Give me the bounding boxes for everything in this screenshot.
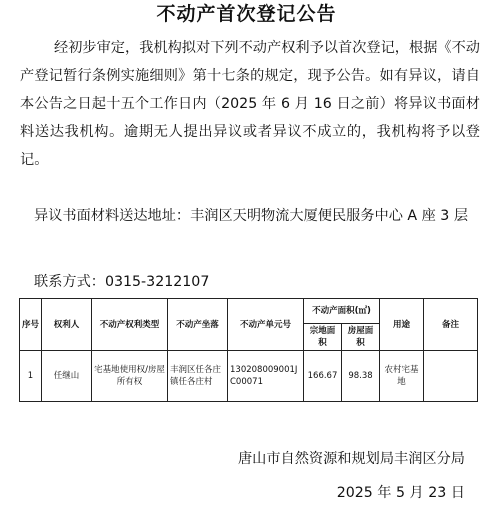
header-location: 不动产坐落 [168,299,228,351]
cell-seq: 1 [20,351,42,402]
table-row [20,351,478,402]
page-title: 不动产首次登记公告 [156,3,337,25]
property-table [19,298,478,402]
cell-location: 丰润区任各庄镇任各庄村 [168,351,228,402]
table-header-row [20,299,478,324]
cell-right-type: 宅基地使用权/房屋所有权 [92,351,168,402]
cell-land-area: 166.67 [304,351,342,402]
header-remark: 备注 [424,299,478,351]
header-right-type: 不动产权利类型 [92,299,168,351]
header-seq: 序号 [20,299,42,351]
cell-unit-no: 130208009001JC00071 [228,351,304,402]
header-unit-no: 不动产单元号 [228,299,304,351]
header-owner: 权利人 [42,299,92,351]
header-land-area: 宗地面积 [304,324,342,351]
issuer-signature: 唐山市自然资源和规划局丰润区分局 [237,451,465,467]
issue-date: 2025 年 5 月 23 日 [336,485,465,501]
cell-usage: 农村宅基地 [380,351,424,402]
header-usage: 用途 [380,299,424,351]
contact-info: 联系方式：0315-3212107 [34,274,210,290]
cell-house-area: 98.38 [342,351,380,402]
header-house-area: 房屋面积 [342,324,380,351]
cell-remark [424,351,478,402]
objection-address: 异议书面材料送达地址：丰润区天明物流大厦便民服务中心 A 座 3 层 [34,208,469,224]
announcement-body: 经初步审定，我机构拟对下列不动产权利予以首次登记，根据《不动产登记暂行条例实施细则》第十七条的规定，现予公告。如有异议，请自本公告之日起十五个工作日内（2025 年 6 月 16 日之前）将异议书面材料送达我机构。逾期无人提出异议或者异议不成立的，我机构将予以登记。 [20,40,480,168]
cell-owner: 任继山 [42,351,92,402]
header-area-group: 不动产面积(㎡) [304,299,380,324]
